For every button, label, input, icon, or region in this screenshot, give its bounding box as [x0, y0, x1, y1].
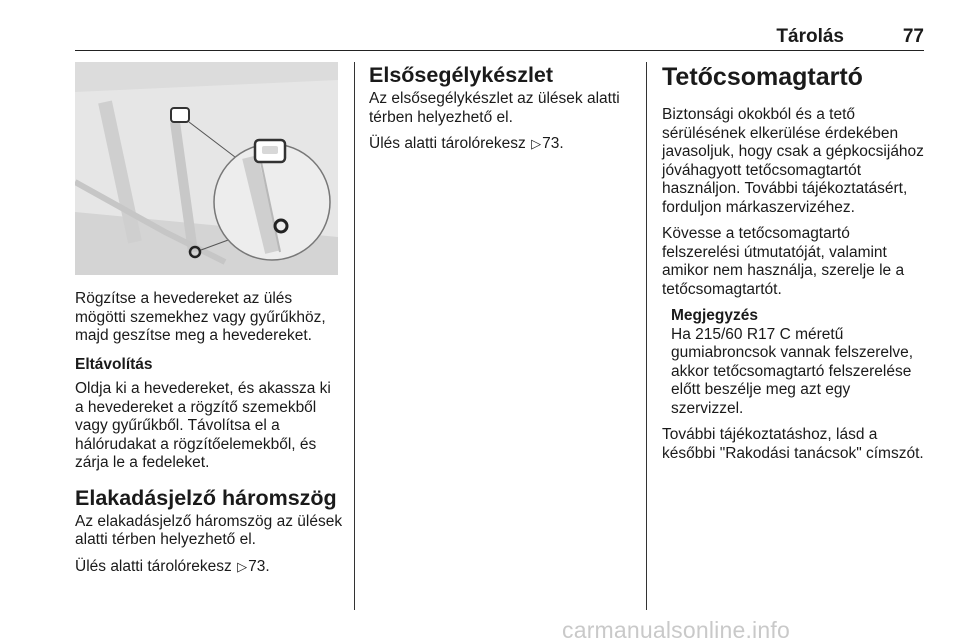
column-divider — [646, 62, 647, 610]
safety-paragraph: Biztonsági okokból és a tető sérülésének elkerülése érdekében javasoljuk, hogy csak a gépkocsijához jóváhagyott tetőcsomagtartót használjon. További tájékoztatásért, forduljon márkaszervizéhez. — [662, 106, 924, 216]
page-reference-icon: ▷ — [531, 136, 542, 151]
watermark: carmanualsonline.info — [562, 617, 790, 643]
section-title: Tárolás — [776, 26, 844, 47]
page-number: 77 — [902, 26, 924, 47]
firstaid-reference[interactable] — [369, 135, 631, 154]
reference-page: 73. — [248, 557, 270, 575]
reference-text: Ülés alatti tárolórekesz — [75, 557, 232, 575]
page-header — [75, 26, 924, 51]
firstaid-paragraph: Az elsősegélykészlet az ülések alatti térben helyezhető el. — [369, 90, 620, 126]
triangle-heading: Elakadásjelző háromszög — [75, 485, 337, 510]
follow-paragraph: Kövesse a tetőcsomagtartó felszerelési útmutatóját, valamint amikor nem használja, szerelje le a tetőcsomagtartót. — [662, 225, 905, 298]
note-text: Ha 215/60 R17 C méretű gumiabroncsok vannak felszerelve, akkor tetőcsomagtartó felszerelése előtt beszélje meg azt egy szervizzel. — [671, 325, 914, 417]
firstaid-heading: Elsősegélykészlet — [369, 63, 554, 87]
strap-diagram — [75, 62, 338, 275]
roofrack-heading: Tetőcsomagtartó — [662, 63, 863, 91]
reference-page: 73. — [542, 135, 564, 152]
note-box — [662, 307, 924, 418]
note-title: Megjegyzés — [671, 307, 759, 324]
removal-paragraph: Oldja ki a hevedereket, és akassza ki a hevedereket a rögzítő szemekből vagy gyűrűkből. Távolítsa el a hálórudakat a rögzítőelemekből, és zárja le a fedeleket. — [75, 380, 331, 471]
more-info-paragraph: További tájékoztatáshoz, lásd a későbbi "Rakodási tanácsok" címszót. — [662, 426, 924, 462]
column-divider — [354, 62, 355, 610]
column-2 — [369, 62, 631, 154]
column-3 — [662, 62, 924, 463]
column-1 — [75, 62, 343, 576]
page-reference-icon: ▷ — [237, 558, 248, 574]
triangle-paragraph: Az elakadásjelző háromszög az ülések alatti térben helyezhető el. — [75, 512, 343, 548]
triangle-reference[interactable] — [75, 558, 343, 577]
reference-text: Ülés alatti tárolórekesz — [369, 135, 526, 152]
strap-illustration — [75, 62, 338, 275]
fasten-paragraph: Rögzítse a hevedereket az ülés mögötti szemekhez vagy gyűrűkhöz, majd geszítse meg a hevedereket. — [75, 290, 326, 344]
removal-heading: Eltávolítás — [75, 355, 153, 373]
